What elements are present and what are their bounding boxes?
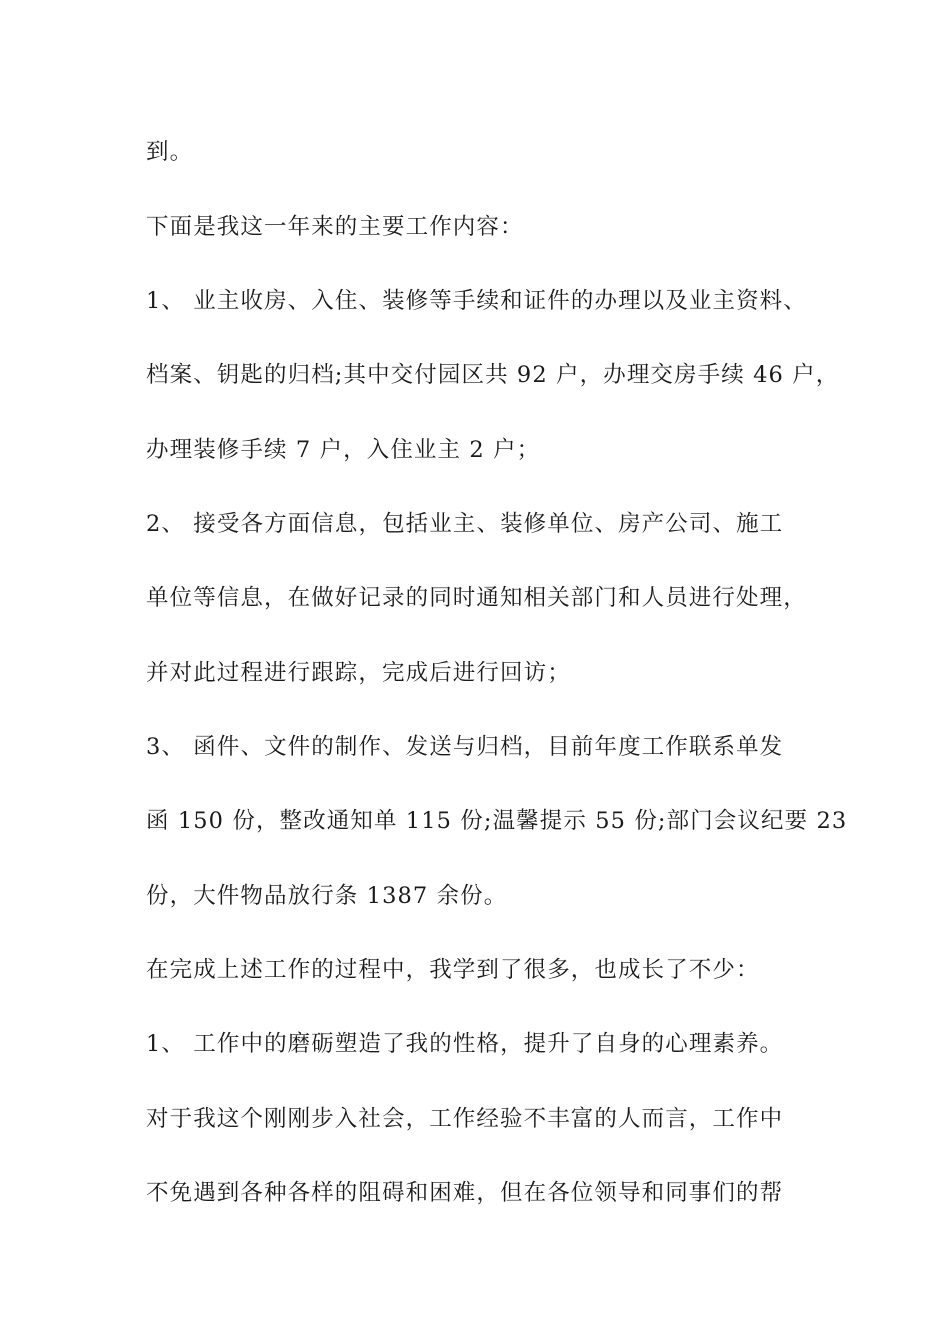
text-line: 1、 业主收房、入住、装修等手续和证件的办理以及业主资料、 <box>146 288 807 314</box>
text-line: 档案、钥匙的归档;其中交付园区共 92 户，办理交房手续 46 户， <box>146 362 840 388</box>
text-line: 不免遇到各种各样的阻碍和困难，但在各位领导和同事们的帮 <box>146 1180 784 1206</box>
text-line: 2、 接受各方面信息，包括业主、装修单位、房产公司、施工 <box>146 511 784 537</box>
text-line: 3、 函件、文件的制作、发送与归档，目前年度工作联系单发 <box>146 734 784 760</box>
text-line: 并对此过程进行跟踪，完成后进行回访； <box>146 660 571 686</box>
text-line: 函 150 份，整改通知单 115 份;温馨提示 55 份;部门会议纪要 23 <box>146 808 848 834</box>
text-line: 在完成上述工作的过程中，我学到了很多，也成长了不少： <box>146 957 760 983</box>
text-line: 办理装修手续 7 户，入住业主 2 户； <box>146 437 541 463</box>
text-line: 对于我这个刚刚步入社会，工作经验不丰富的人而言，工作中 <box>146 1106 784 1132</box>
text-line: 1、 工作中的磨砺塑造了我的性格，提升了自身的心理素养。 <box>146 1031 784 1057</box>
text-line: 下面是我这一年来的主要工作内容： <box>146 214 524 240</box>
text-line: 到。 <box>146 139 194 165</box>
text-line: 份，大件物品放行条 1387 余份。 <box>146 883 508 909</box>
text-line: 单位等信息，在做好记录的同时通知相关部门和人员进行处理， <box>146 585 807 611</box>
